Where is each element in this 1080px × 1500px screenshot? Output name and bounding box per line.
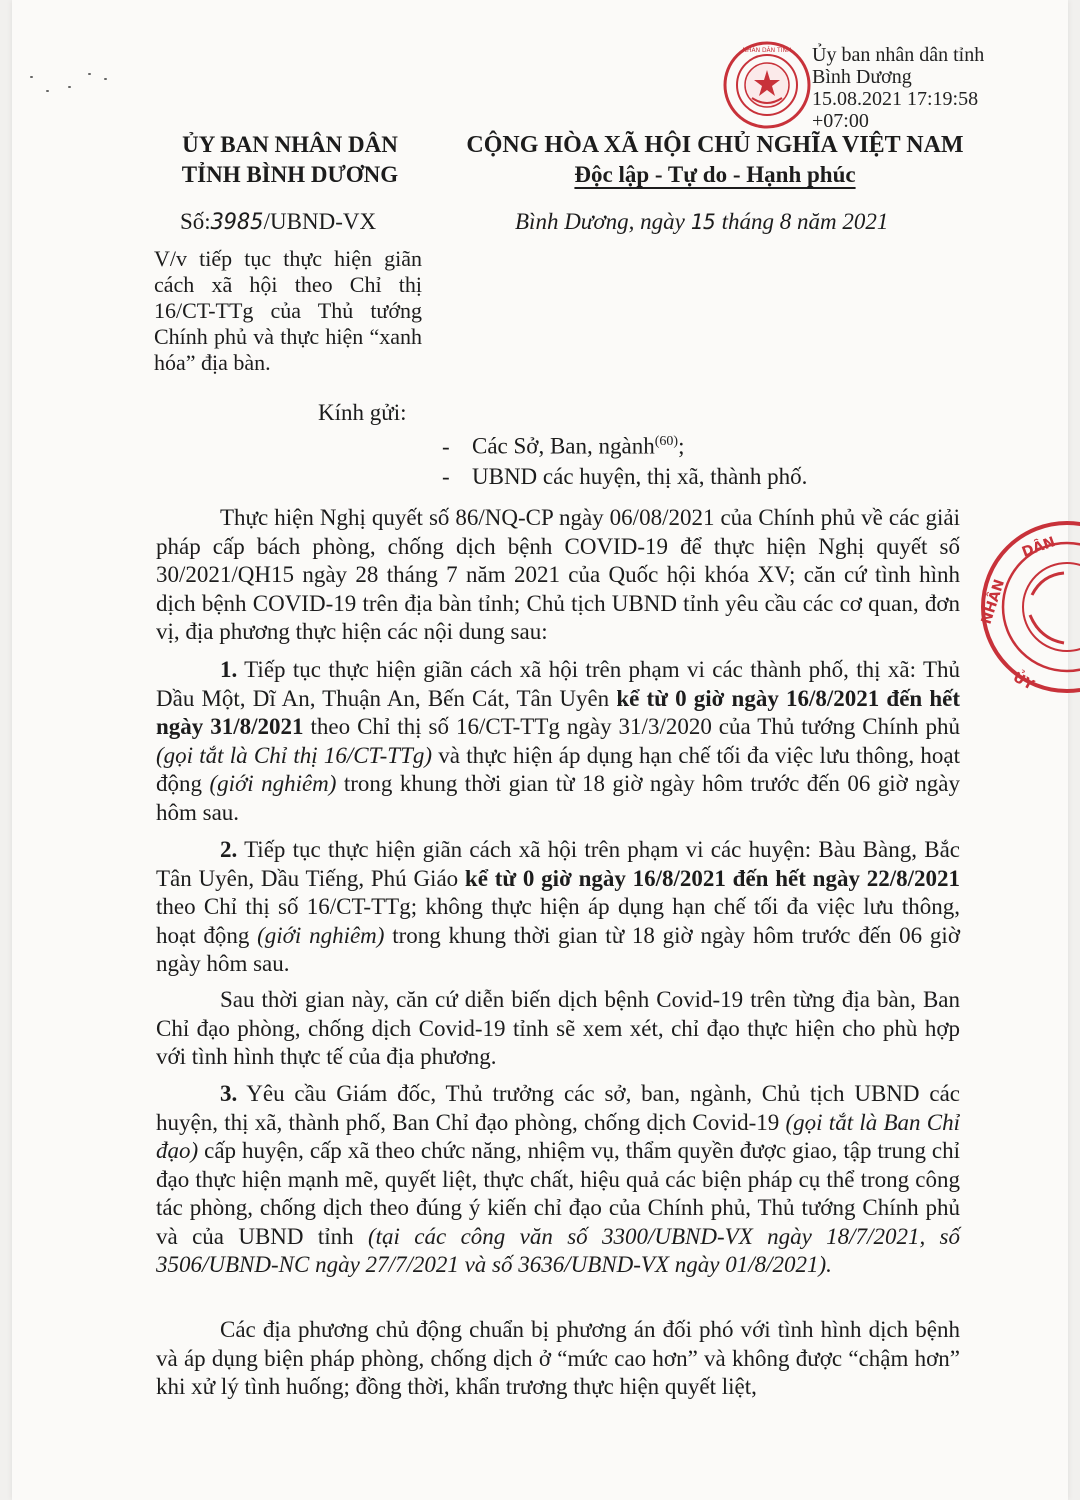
paragraph-item-1: 1. Tiếp tục thực hiện giãn cách xã hội trên phạm vi các thành phố, thị xã: Thủ Dầu Một, Dĩ An, Thuận An, Bến Cát, Tân Uyên kể từ 0 giờ ngày 16/8/2021 đến hết ngày 31/8/2021 theo Chỉ thị số 16/CT-TTg ngày 31/3/2020 của Thủ tướng Chính phủ (gọi tắt là Chỉ thị 16/CT-TTg) và thực hiện áp dụng hạn chế tối đa việc lưu thông, hoạt động (giới nghiêm) trong khung thời gian từ 18 giờ ngày hôm trước đến 06 giờ ngày hôm sau.	[156, 657, 961, 825]
document-date	[515, 209, 888, 235]
doc-number-handwritten: 3985	[210, 210, 264, 235]
digital-signature-text	[812, 44, 1052, 132]
signature-line-3: 15.08.2021 17:19:58	[812, 88, 979, 110]
national-motto: Độc lập - Tự do - Hạnh phúc	[574, 162, 856, 187]
org-line-2: TỈNH BÌNH DƯƠNG	[181, 162, 399, 187]
org-line-1: ỦY BAN NHÂN DÂN	[182, 132, 398, 157]
date-day-handwritten: 15	[690, 210, 716, 234]
document-number	[180, 209, 376, 235]
svg-text:DÂN: DÂN	[1019, 534, 1058, 561]
paragraph-followup: Sau thời gian này, căn cứ diễn biến dịch bệnh Covid-19 trên từng địa bàn, Ban Chỉ đạo phòng, chống dịch Covid-19 tỉnh sẽ xem xét, chỉ đạo thực hiện cho phù hợp với tình hình thực tế của địa phương.	[156, 987, 960, 1069]
signature-line-1: Ủy ban nhân dân tỉnh	[812, 44, 985, 66]
state-emblem-seal-icon	[722, 40, 812, 130]
recipient-item: - UBND các huyện, thị xã, thành phố.	[442, 463, 808, 489]
recipients-label: Kính gửi:	[318, 400, 407, 425]
paragraph-item-3: 3. Yêu cầu Giám đốc, Thủ trưởng các sở, ban, ngành, Chủ tịch UBND các huyện, thị xã, thành phố, Ban Chỉ đạo phòng, chống dịch Covid-19 (gọi tắt là Ban Chỉ đạo) cấp huyện, cấp xã theo chức năng, nhiệm vụ, thẩm quyền được giao, tập trung chỉ đạo thực hiện mạnh mẽ, quyết liệt, thực chất, hiệu quả các biện pháp cụ thể trong công tác phòng, chống dịch theo đúng ý kiến chỉ đạo của Chính phủ, Thủ tướng Chính phủ và của UBND tỉnh (tại các công văn số 3300/UBND-VX ngày 18/7/2021, số 3506/UBND-NC ngày 27/7/2021 và số 3636/UBND-VX ngày 01/8/2021).	[156, 1081, 961, 1277]
recipients-list	[442, 427, 807, 492]
document-subject: V/v tiếp tục thực hiện giãn cách xã hội theo Chỉ thị 16/CT-TTg của Thủ tướng Chính phủ và thực hiện “xanh hóa” địa bàn.	[154, 246, 422, 375]
date-prefix: Bình Dương, ngày	[515, 209, 691, 234]
doc-number-suffix: /UBND-VX	[263, 209, 377, 234]
svg-text:NHÂN DÂN TỈNH: NHÂN DÂN TỈNH	[742, 47, 792, 54]
nation-line-1: CỘNG HÒA XÃ HỘI CHỦ NGHĨA VIỆT NAM	[466, 132, 964, 158]
signature-line-4: +07:00	[812, 110, 869, 132]
paragraph-item-2: 2. Tiếp tục thực hiện giãn cách xã hội trên phạm vi các huyện: Bàu Bàng, Bắc Tân Uyên, Dầu Tiếng, Phú Giáo kể từ 0 giờ ngày 16/8/2021 đến hết ngày 22/8/2021 theo Chỉ thị số 16/CT-TTg; không thực hiện áp dụng hạn chế tối đa việc lưu thông, hoạt động (giới nghiêm) trong khung thời gian từ 18 giờ ngày hôm trước đến 06 giờ ngày hôm sau.	[156, 837, 960, 976]
paragraph-localities: Các địa phương chủ động chuẩn bị phương án đối phó với tình hình dịch bệnh và áp dụng biện pháp phòng, chống dịch ở “mức cao hơn” và không được “chậm hơn” khi xử lý tình huống; đồng thời, khẩn trương thực hiện quyết liệt,	[156, 1317, 960, 1399]
red-stamp-icon	[972, 515, 1080, 695]
recipient-item: - Các Sở, Ban, ngành$^{(60)}$;	[442, 433, 685, 459]
paragraph-intro: Thực hiện Nghị quyết số 86/NQ-CP ngày 06/08/2021 của Chính phủ về các giải pháp cấp bách phòng, chống dịch bệnh COVID-19 để thực hiện Nghị quyết số 30/2021/QH15 ngày 28 tháng 7 năm 2021 của Quốc hội khóa XV; căn cứ tình hình dịch bệnh COVID-19 trên địa bàn tỉnh; Chủ tịch UBND tỉnh yêu cầu các cơ quan, đơn vị, địa phương thực hiện các nội dung sau:	[156, 505, 960, 644]
signature-line-2: Bình Dương	[812, 66, 912, 88]
national-header	[440, 130, 990, 190]
date-rest: tháng 8 năm 2021	[715, 209, 889, 234]
issuing-organization	[140, 130, 440, 190]
svg-text:NHÂN: NHÂN	[978, 577, 1009, 627]
doc-number-prefix: Số:	[180, 209, 211, 234]
svg-text:ỦY: ỦY	[1010, 669, 1037, 694]
